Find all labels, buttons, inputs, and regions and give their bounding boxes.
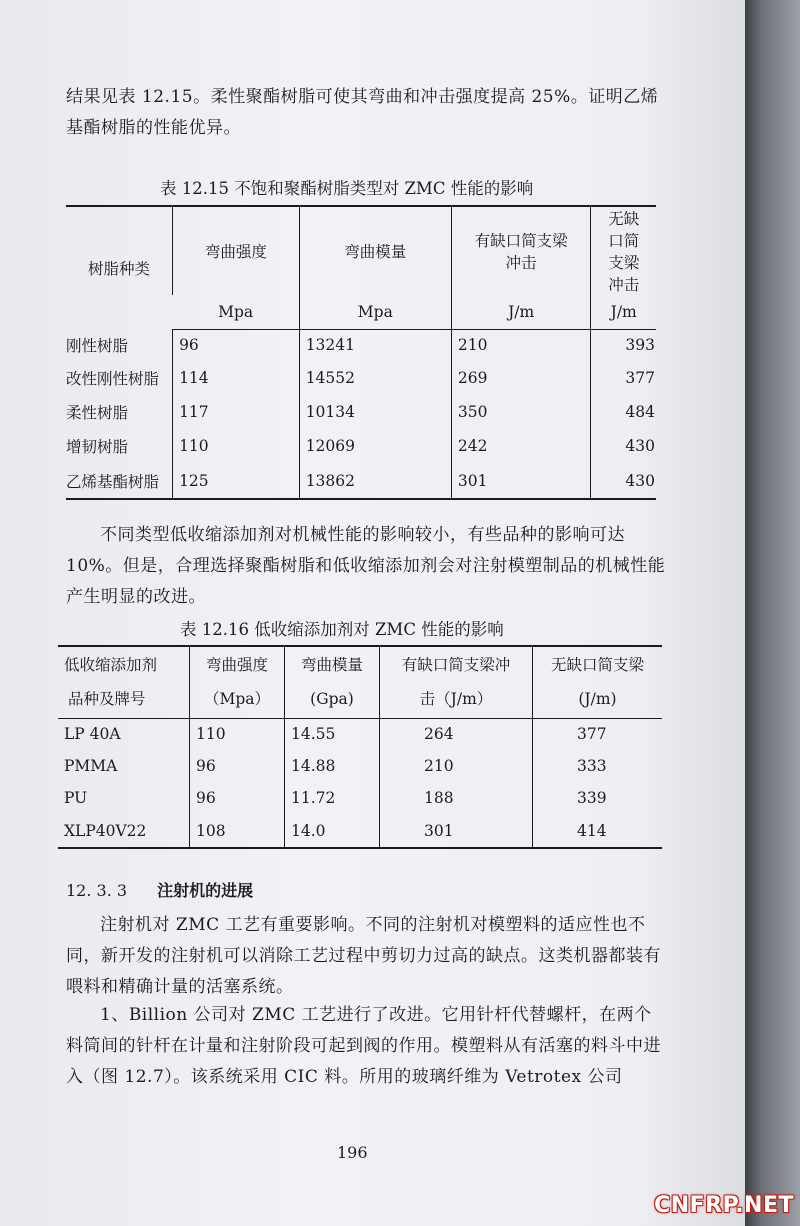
table-row: 刚性树脂 96 13241 210 393: [66, 329, 656, 361]
section-number: 12. 3. 3: [66, 881, 128, 900]
unit-flex-strength: Mpa: [173, 295, 300, 329]
table-row: 柔性树脂 117 10134 350 484: [66, 395, 656, 429]
table-row: LP 40A 110 14.55 264 377: [58, 718, 662, 750]
section-heading: [66, 878, 253, 901]
unit-flex-modulus: Mpa: [299, 295, 451, 329]
col-header-additive: 低收缩添加剂 品种及牌号: [58, 646, 190, 718]
col-header-unnotched-impact: 无缺口简支梁 (J/m): [533, 646, 663, 718]
col-header-notched-impact: 有缺口简支梁冲 击（J/m）: [380, 646, 533, 718]
table-row: 增韧树脂 110 12069 242 430: [66, 429, 656, 463]
col-header-flex-strength: 弯曲强度: [173, 206, 300, 295]
unit-notched-impact: J/m: [451, 295, 590, 329]
table-12-15-caption: 表 12.15 不饱和聚酯树脂类型对 ZMC 性能的影响: [160, 179, 534, 198]
col-header-notched-impact: 有缺口简支梁冲击: [451, 206, 590, 295]
col-header-flex-modulus: 弯曲模量 (Gpa): [285, 646, 380, 718]
page-number: 196: [337, 1143, 368, 1162]
middle-paragraph: 不同类型低收缩添加剂对机械性能的影响较小，有些品种的影响可达10%。但是，合理选择聚酯树脂和低收缩添加剂会对注射模塑制品的机械性能产生明显的改进。: [66, 525, 666, 607]
section-title: 注射机的进展: [157, 881, 254, 900]
table-12-15: [66, 205, 656, 500]
intro-paragraph: 结果见表 12.15。柔性聚酯树脂可使其弯曲和冲击强度提高 25%。证明乙烯基酯树脂的性能优异。: [66, 87, 659, 138]
col-header-unnotched-impact: 无缺口简支梁冲击: [591, 206, 656, 295]
table-row: 改性刚性树脂 114 14552 269 377: [66, 361, 656, 395]
section-paragraph-1: 注射机对 ZMC 工艺有重要影响。不同的注射机对模塑料的适应性也不同，新开发的注射机可以消除工艺过程中剪切力过高的缺点。这类机器都装有喂料和精确计量的活塞系统。: [66, 915, 661, 997]
col-header-resin-type: 树脂种类: [66, 206, 173, 329]
unit-unnotched-impact: J/m: [591, 295, 656, 329]
table-row: XLP40V22 108 14.0 301 414: [58, 814, 662, 848]
table-12-16-caption: 表 12.16 低收缩添加剂对 ZMC 性能的影响: [180, 620, 504, 639]
table-row: PMMA 96 14.88 210 333: [58, 750, 662, 782]
table-12-16: [58, 645, 662, 849]
col-header-flex-strength: 弯曲强度 （Mpa）: [190, 646, 285, 718]
table-row: 乙烯基酯树脂 125 13862 301 430: [66, 463, 656, 499]
col-header-flex-modulus: 弯曲模量: [299, 206, 451, 295]
section-paragraph-2: 1、Billion 公司对 ZMC 工艺进行了改进。它用针杆代替螺杆，在两个料筒间的针杆在计量和注射阶段可起到阀的作用。模塑料从有活塞的料斗中进入（图 12.7）。该系统采用 CIC 料。所用的玻璃纤维为 Vetrotex 公司: [66, 1005, 661, 1087]
table-row: PU 96 11.72 188 339: [58, 782, 662, 814]
book-binding-edge: [745, 0, 800, 1226]
site-watermark: CNFRP.NET: [654, 1193, 794, 1218]
